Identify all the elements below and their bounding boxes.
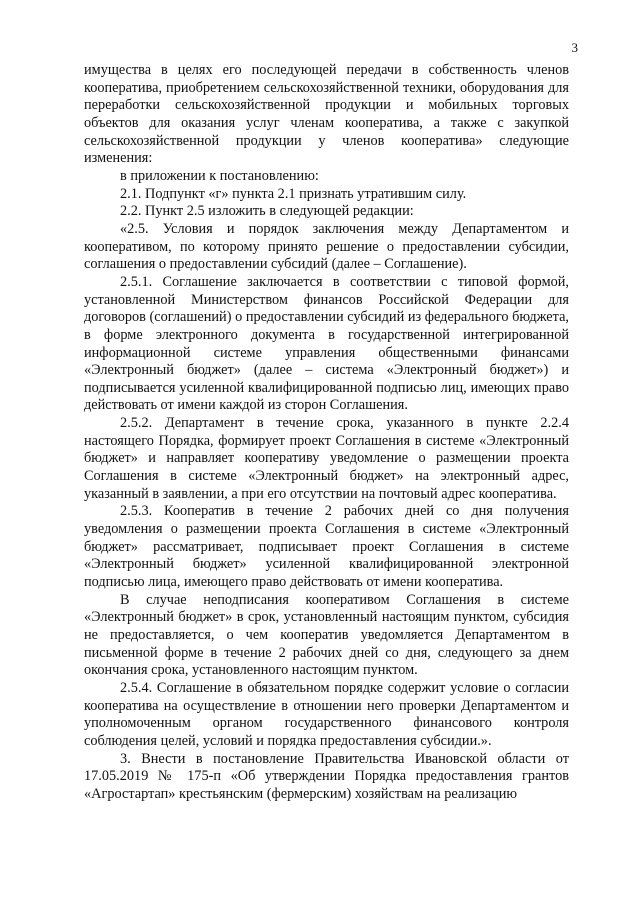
paragraph: 2.2. Пункт 2.5 изложить в следующей редакции:: [120, 203, 414, 220]
paragraph-continuation: имущества в целях его последующей передачи в собственность членов кооператива, приобретением сельскохозяйственной техники, оборудования для переработки сельскохозяйственной продукции и мобильных торговых объектов для оказания услуг членам кооператива, а также с закупкой сельскохозяйственной продукции у членов кооператива» следующие изменения:: [84, 62, 569, 167]
paragraph: «2.5. Условия и порядок заключения между Департаментом и кооперативом, по которому принято решение о предоставлении субсидии, соглашения о предоставлении субсидий (далее – Соглашение).: [84, 220, 569, 273]
document-body: [84, 62, 569, 804]
paragraph: 2.5.3. Кооператив в течение 2 рабочих дней со дня получения уведомления о размещении проекта Соглашения в системе «Электронный бюджет» рассматривает, подписывает проект Соглашения в системе «Электронный бюджет» усиленной квалифицированной электронной подписью лица, имеющего право действовать от имени кооператива.: [84, 503, 569, 591]
paragraph: 2.5.2. Департамент в течение срока, указанного в пункте 2.2.4 настоящего Порядка, формирует проект Соглашения в системе «Электронный бюджет» и направляет кооперативу уведомление о размещении проекта Соглашения в системе «Электронный бюджет» на электронный адрес, указанный в заявлении, а при его отсутствии на почтовый адрес кооператива.: [84, 415, 569, 502]
paragraph: в приложении к постановлению:: [120, 167, 319, 184]
paragraph: В случае неподписания кооперативом Соглашения в системе «Электронный бюджет» в срок, установленный настоящим пунктом, субсидия не предоставляется, о чем кооператив уведомляется Департаментом в письменной форме в течение 2 рабочих дней со дня, следующего за днем окончания срока, установленного настоящим пунктом.: [84, 591, 569, 679]
page-number: 3: [571, 40, 578, 55]
paragraph: 2.5.1. Соглашение заключается в соответствии с типовой формой, установленной Министерством финансов Российской Федерации для договоров (соглашений) о предоставлении субсидий из федерального бюджета, в форме электронного документа в государственной интегрированной информационной системе управления общественными финансами «Электронный бюджет» (далее – система «Электронный бюджет») и подписывается усиленной квалифицированной подписью лиц, имеющих право действовать от имени каждой из сторон Соглашения.: [84, 273, 569, 414]
paragraph: 2.1. Подпункт «г» пункта 2.1 признать утратившим силу.: [120, 185, 467, 202]
paragraph: 2.5.4. Соглашение в обязательном порядке содержит условие о согласии кооператива на осуществление в отношении него проверки Департаментом и уполномоченным органом государственного финансового контроля соблюдения целей, условий и порядка предоставления субсидии.».: [84, 679, 569, 749]
paragraph: 3. Внести в постановление Правительства Ивановской области от 17.05.2019 № 175-п «Об утверждении Порядка предоставления грантов «Агростартап» крестьянским (фермерским) хозяйствам на реализацию: [84, 750, 569, 802]
